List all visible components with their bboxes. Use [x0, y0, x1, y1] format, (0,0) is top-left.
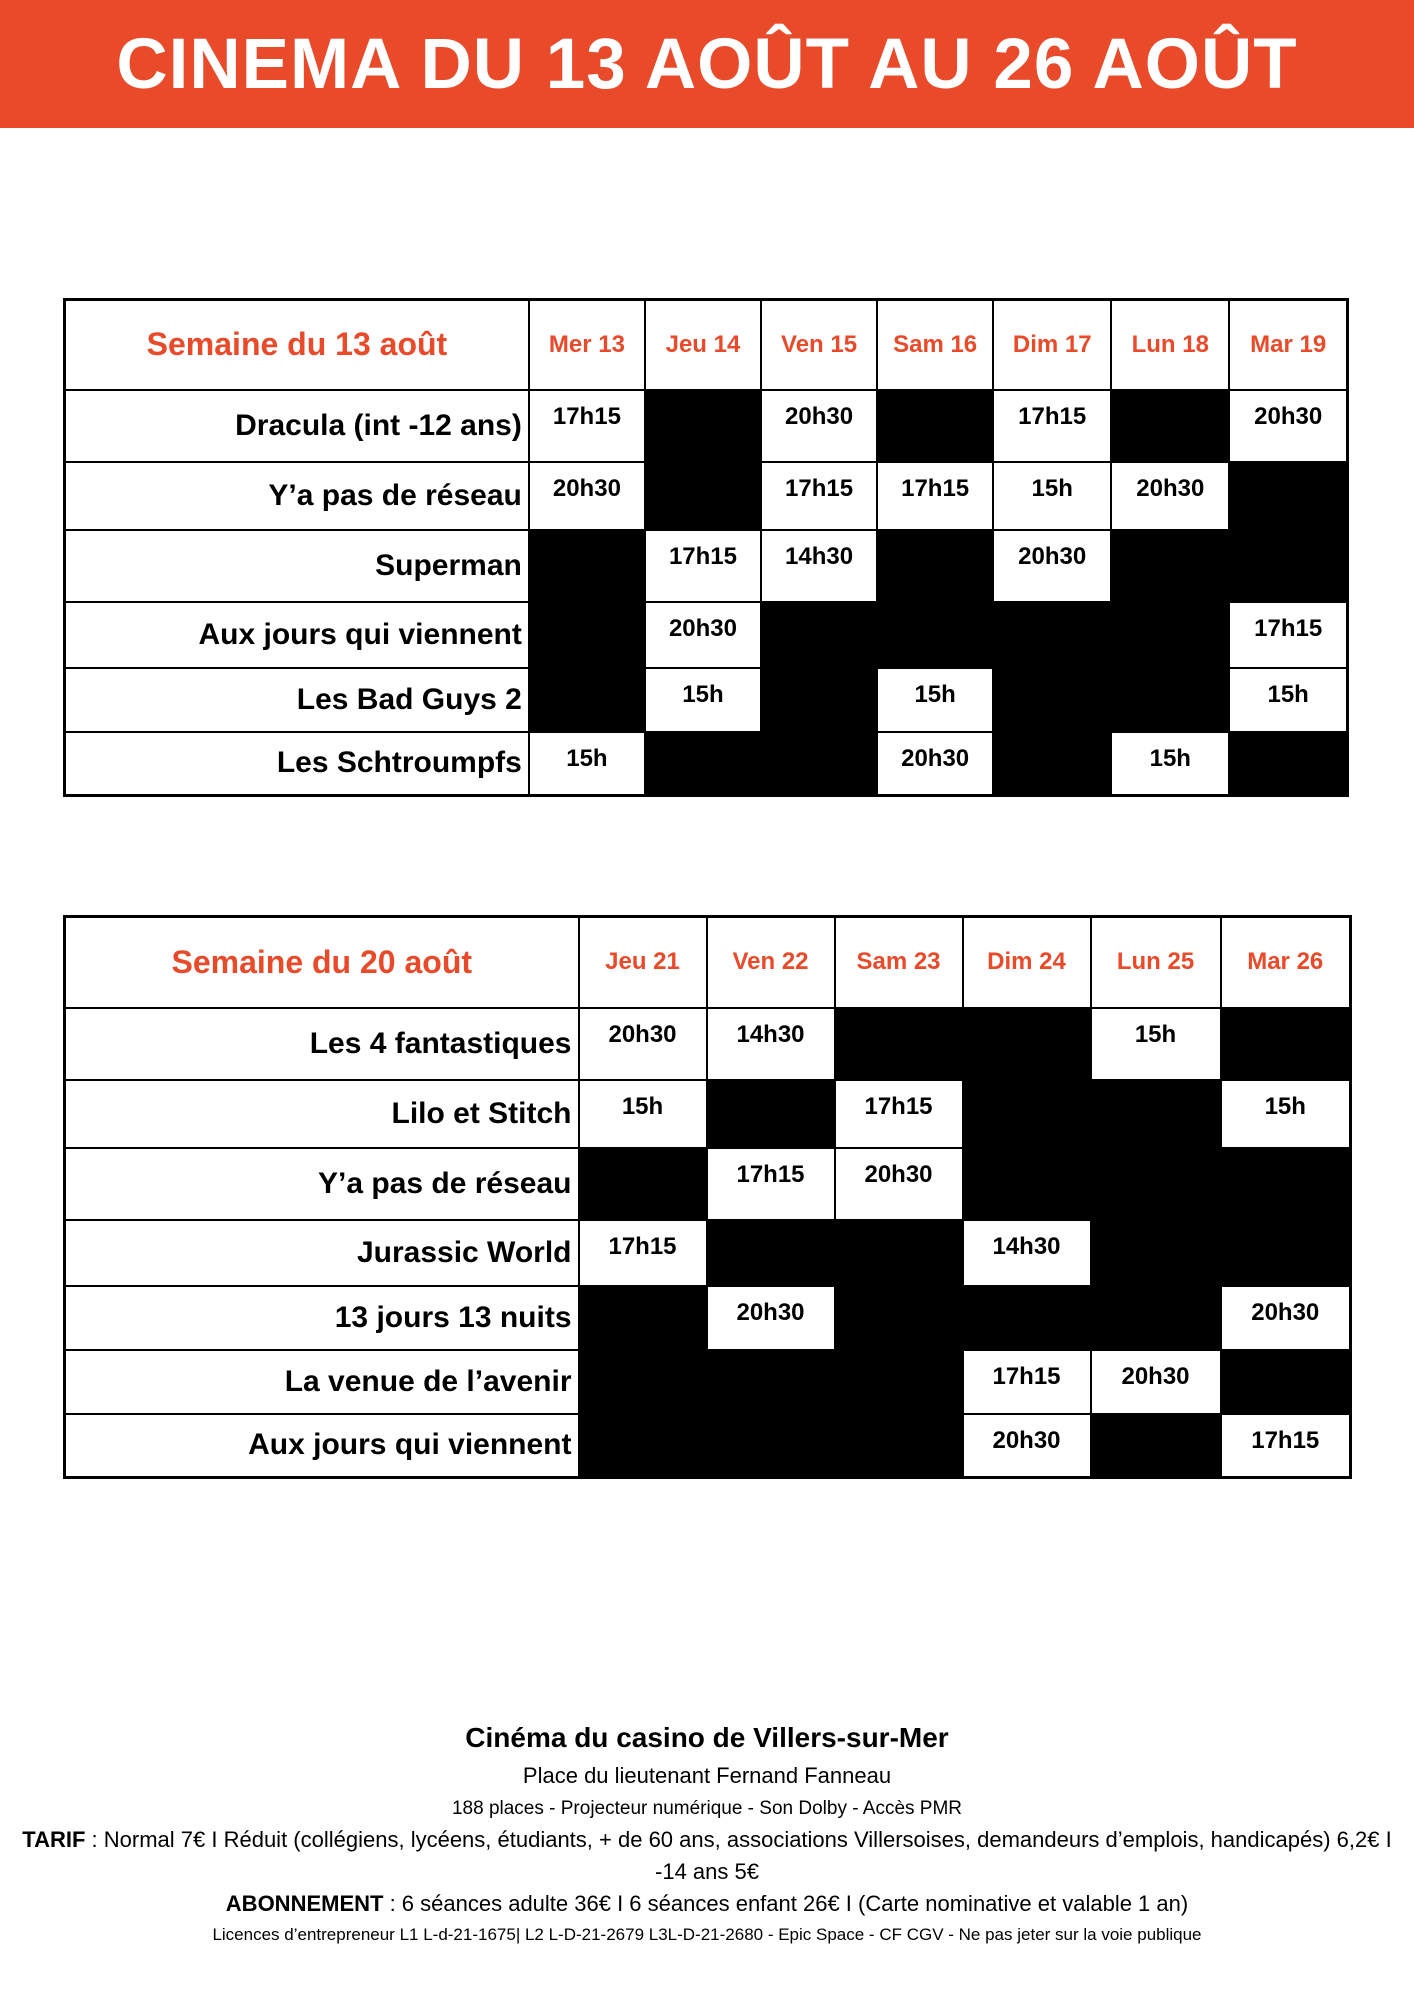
day-header-row — [65, 917, 1351, 1008]
showtime-cell: 15h — [529, 732, 645, 796]
no-showing-cell — [645, 390, 761, 462]
showtime-cell: 17h15 — [963, 1350, 1091, 1414]
day-header: Mar 26 — [1221, 917, 1351, 1008]
film-row — [65, 1414, 1351, 1478]
showtime-cell: 20h30 — [877, 732, 993, 796]
showtime-cell: 20h30 — [761, 390, 877, 462]
pricing-text — [7, 1824, 1407, 1888]
no-showing-cell — [529, 668, 645, 732]
venue-address: Place du lieutenant Fernand Fanneau — [522, 1763, 892, 1788]
showtime-cell: 17h15 — [707, 1148, 835, 1220]
no-showing-cell — [579, 1350, 707, 1414]
no-showing-cell — [835, 1220, 963, 1286]
showtime-cell: 20h30 — [963, 1414, 1091, 1478]
no-showing-cell — [835, 1286, 963, 1350]
no-showing-cell — [993, 602, 1111, 668]
showtime-cell: 14h30 — [707, 1008, 835, 1080]
no-showing-cell — [877, 390, 993, 462]
no-showing-cell — [579, 1148, 707, 1220]
no-showing-cell — [1091, 1220, 1221, 1286]
film-row — [65, 1350, 1351, 1414]
showtime-cell: 15h — [579, 1080, 707, 1148]
day-header: Lun 18 — [1111, 300, 1229, 390]
cinema-info — [0, 1718, 1414, 1950]
no-showing-cell — [1221, 1220, 1351, 1286]
showtime-cell: 17h15 — [529, 390, 645, 462]
showtime-cell: 15h — [1221, 1080, 1351, 1148]
film-title: Aux jours qui viennent — [65, 602, 529, 668]
no-showing-cell — [707, 1220, 835, 1286]
day-header: Jeu 21 — [579, 917, 707, 1008]
film-row — [65, 390, 1348, 462]
no-showing-cell — [963, 1008, 1091, 1080]
day-header: Lun 25 — [1091, 917, 1221, 1008]
film-title: Y’a pas de réseau — [65, 1148, 579, 1220]
no-showing-cell — [835, 1414, 963, 1478]
film-row — [65, 1008, 1351, 1080]
subscription-label: ABONNEMENT — [225, 1891, 384, 1916]
film-row — [65, 732, 1348, 796]
no-showing-cell — [993, 732, 1111, 796]
no-showing-cell — [963, 1148, 1091, 1220]
film-title: Les Bad Guys 2 — [65, 668, 529, 732]
schedule-week-1 — [63, 298, 1349, 797]
no-showing-cell — [1091, 1414, 1221, 1478]
no-showing-cell — [1091, 1286, 1221, 1350]
showtime-cell: 17h15 — [579, 1220, 707, 1286]
film-row — [65, 602, 1348, 668]
showtime-cell: 20h30 — [707, 1286, 835, 1350]
showtime-cell: 20h30 — [579, 1008, 707, 1080]
film-title: Dracula (int -12 ans) — [65, 390, 529, 462]
no-showing-cell — [529, 530, 645, 602]
no-showing-cell — [835, 1350, 963, 1414]
film-row — [65, 668, 1348, 732]
no-showing-cell — [761, 732, 877, 796]
no-showing-cell — [877, 602, 993, 668]
no-showing-cell — [1111, 390, 1229, 462]
showtime-cell: 14h30 — [761, 530, 877, 602]
showtime-cell: 15h — [1229, 668, 1347, 732]
no-showing-cell — [1221, 1350, 1351, 1414]
no-showing-cell — [1091, 1148, 1221, 1220]
showtime-cell: 15h — [1111, 732, 1229, 796]
showtime-cell: 15h — [645, 668, 761, 732]
film-row — [65, 530, 1348, 602]
film-row — [65, 1080, 1351, 1148]
showtime-cell: 20h30 — [835, 1148, 963, 1220]
week-title: Semaine du 13 août — [65, 300, 529, 390]
day-header: Mar 19 — [1229, 300, 1347, 390]
film-title: Les Schtroumpfs — [65, 732, 529, 796]
showtime-cell: 15h — [993, 462, 1111, 530]
no-showing-cell — [645, 462, 761, 530]
no-showing-cell — [1229, 462, 1347, 530]
pricing-details: : Normal 7€ I Réduit (collégiens, lycéens, étudiants, + de 60 ans, associations Villersoises, demandeurs d’emplois, handicapés) 6,2€ I -14 ans 5€ — [85, 1827, 1392, 1884]
showtime-cell: 20h30 — [1221, 1286, 1351, 1350]
showtime-cell: 20h30 — [529, 462, 645, 530]
no-showing-cell — [877, 530, 993, 602]
no-showing-cell — [1111, 668, 1229, 732]
showtime-cell: 14h30 — [963, 1220, 1091, 1286]
no-showing-cell — [1111, 602, 1229, 668]
subscription-text — [0, 1888, 1414, 1920]
film-title: La venue de l’avenir — [65, 1350, 579, 1414]
film-title: Aux jours qui viennent — [65, 1414, 579, 1478]
day-header: Dim 24 — [963, 917, 1091, 1008]
schedule-week-2 — [63, 915, 1352, 1479]
day-header: Sam 23 — [835, 917, 963, 1008]
no-showing-cell — [761, 668, 877, 732]
showtime-cell: 20h30 — [1111, 462, 1229, 530]
showtime-cell: 17h15 — [645, 530, 761, 602]
film-row — [65, 462, 1348, 530]
week-title: Semaine du 20 août — [65, 917, 579, 1008]
film-title: Jurassic World — [65, 1220, 579, 1286]
showtime-cell: 15h — [1091, 1008, 1221, 1080]
no-showing-cell — [963, 1080, 1091, 1148]
no-showing-cell — [963, 1286, 1091, 1350]
no-showing-cell — [761, 602, 877, 668]
showtime-cell: 17h15 — [1229, 602, 1347, 668]
no-showing-cell — [1229, 732, 1347, 796]
venue-name: Cinéma du casino de Villers-sur-Mer — [465, 1722, 949, 1753]
day-header: Ven 22 — [707, 917, 835, 1008]
film-title: 13 jours 13 nuits — [65, 1286, 579, 1350]
film-row — [65, 1148, 1351, 1220]
showtime-cell: 20h30 — [1091, 1350, 1221, 1414]
film-title: Y’a pas de réseau — [65, 462, 529, 530]
film-title: Lilo et Stitch — [65, 1080, 579, 1148]
licences-text: Licences d’entrepreneur L1 L-d-21-1675| L2 L-D-21-2679 L3L-D-21-2680 - Epic Space - CF CGV - Ne pas jeter sur la voie publique — [212, 1925, 1202, 1944]
showtime-cell: 17h15 — [993, 390, 1111, 462]
day-header: Ven 15 — [761, 300, 877, 390]
no-showing-cell — [1091, 1080, 1221, 1148]
no-showing-cell — [707, 1414, 835, 1478]
venue-amenities: 188 places - Projecteur numérique - Son Dolby - Accès PMR — [451, 1798, 963, 1819]
film-row — [65, 1220, 1351, 1286]
no-showing-cell — [645, 732, 761, 796]
subscription-details: : 6 séances adulte 36€ I 6 séances enfant 26€ I (Carte nominative et valable 1 an) — [383, 1891, 1189, 1916]
showtime-cell: 20h30 — [1229, 390, 1347, 462]
showtime-cell: 17h15 — [877, 462, 993, 530]
day-header: Sam 16 — [877, 300, 993, 390]
showtime-cell: 20h30 — [993, 530, 1111, 602]
no-showing-cell — [579, 1414, 707, 1478]
no-showing-cell — [835, 1008, 963, 1080]
day-header: Jeu 14 — [645, 300, 761, 390]
film-title: Superman — [65, 530, 529, 602]
film-row — [65, 1286, 1351, 1350]
showtime-cell: 17h15 — [761, 462, 877, 530]
no-showing-cell — [707, 1350, 835, 1414]
pricing-label: TARIF — [22, 1827, 86, 1852]
no-showing-cell — [1221, 1008, 1351, 1080]
page-title: CINEMA DU 13 AOÛT AU 26 AOÛT — [0, 0, 1414, 128]
film-title: Les 4 fantastiques — [65, 1008, 579, 1080]
no-showing-cell — [1229, 530, 1347, 602]
no-showing-cell — [529, 602, 645, 668]
no-showing-cell — [579, 1286, 707, 1350]
no-showing-cell — [993, 668, 1111, 732]
day-header: Mer 13 — [529, 300, 645, 390]
showtime-cell: 15h — [877, 668, 993, 732]
no-showing-cell — [707, 1080, 835, 1148]
showtime-cell: 17h15 — [1221, 1414, 1351, 1478]
no-showing-cell — [1111, 530, 1229, 602]
showtime-cell: 17h15 — [835, 1080, 963, 1148]
day-header: Dim 17 — [993, 300, 1111, 390]
no-showing-cell — [1221, 1148, 1351, 1220]
day-header-row — [65, 300, 1348, 390]
showtime-cell: 20h30 — [645, 602, 761, 668]
